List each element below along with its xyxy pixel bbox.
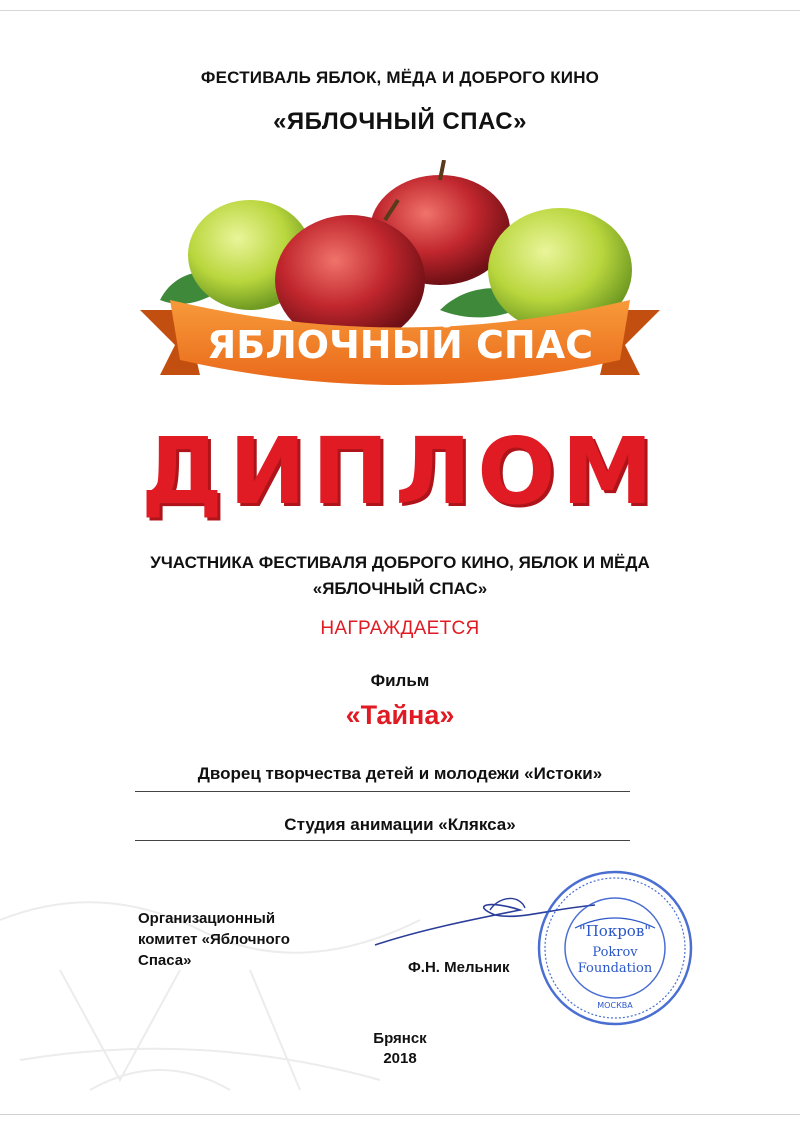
recipient-line1: Дворец творчества детей и молодежи «Истоки» <box>197 764 603 783</box>
org-line3: Спаса» <box>138 952 192 969</box>
apples-logo <box>140 160 660 410</box>
stamp-center-line3: Foundation <box>577 961 653 976</box>
scan-edge-top <box>0 10 800 11</box>
ribbon-text: ЯБЛОЧНЫЙ СПАС <box>207 323 593 367</box>
festival-line: ФЕСТИВАЛЬ ЯБЛОК, МЁДА И ДОБРОГО КИНО <box>200 68 600 87</box>
subtitle-line1: УЧАСТНИКА ФЕСТИВАЛЯ ДОБРОГО КИНО, ЯБЛОК И МЁДА <box>150 553 650 572</box>
signer-name: Ф.Н. Мельник <box>408 959 510 976</box>
scan-edge-bottom <box>0 1114 800 1115</box>
subtitle-line2: «ЯБЛОЧНЫЙ СПАС» <box>312 579 488 598</box>
diploma-title: ДИПЛОМ <box>140 418 660 525</box>
year: 2018 <box>383 1050 417 1067</box>
underline-2 <box>135 840 630 841</box>
festival-name: «ЯБЛОЧНЫЙ СПАС» <box>273 108 527 135</box>
city: Брянск <box>373 1030 427 1047</box>
film-title: «Тайна» <box>345 700 455 730</box>
stamp-center-line2: Pokrov <box>592 945 638 960</box>
recipient-line2: Студия анимации «Клякса» <box>284 815 516 834</box>
underline-1 <box>135 791 630 792</box>
organizing-committee <box>138 908 338 971</box>
stamp-seal <box>535 868 695 1028</box>
film-label: Фильм <box>370 671 430 690</box>
org-line2: комитет «Яблочного <box>138 931 290 948</box>
stamp-center-line1: "Покров" <box>578 922 652 940</box>
stamp-bottom-text: МОСКВА <box>597 1001 633 1010</box>
org-line1: Организационный <box>138 910 276 927</box>
awarded-label: НАГРАЖДАЕТСЯ <box>320 618 480 639</box>
